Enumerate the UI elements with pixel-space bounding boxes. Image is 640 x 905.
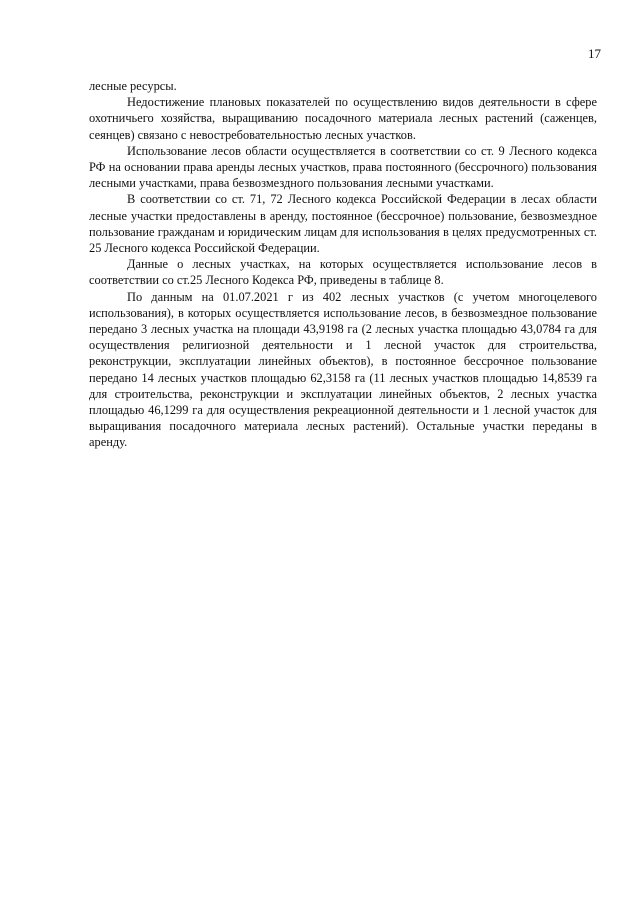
paragraph-forest-use-basis: Использование лесов области осуществляется в соответствии со ст. 9 Лесного кодекса РФ на основании права аренды лесных участков, права постоянного (бессрочного) пользования лесными участками, права безвозмездного пользования лесными участками. bbox=[89, 143, 597, 191]
page-number: 17 bbox=[588, 46, 601, 61]
document-body bbox=[89, 78, 597, 451]
paragraph-plots-provision: В соответствии со ст. 71, 72 Лесного кодекса Российской Федерации в лесах области лесные участки предоставлены в аренду, постоянное (бессрочное) пользование, безвозмездное пользование гражданам и юридическим лицам для использования в целях предусмотренных ст. 25 Лесного кодекса Российской Федерации. bbox=[89, 192, 597, 256]
paragraph-plot-statistics: По данным на 01.07.2021 г из 402 лесных участков (с учетом многоцелевого использования), в которых осуществляется использование лесов, в безвозмездное пользование передано 3 лесных участка на площади 43,9198 га (2 лесных участка площадью 43,0784 га для осуществления религиозной деятельности и 1 лесной участок для строительства, реконструкции, эксплуатации линейных объектов), в постоянное бессрочное пользование передано 14 лесных участков площадью 62,3158 га (11 лесных участков площадью 14,8539 га для строительства, реконструкции и эксплуатации линейных объектов, 2 лесных участка площадью 46,1299 га для осуществления рекреационной деятельности и 1 лесной участок для выращивания посадочного материала лесных растений). Остальные участки переданы в аренду. bbox=[89, 289, 597, 450]
paragraph-continuation: лесные ресурсы. bbox=[89, 79, 177, 93]
paragraph-table-reference: Данные о лесных участках, на которых осуществляется использование лесов в соответствии со ст.25 Лесного Кодекса РФ, приведены в таблице 8. bbox=[89, 257, 597, 288]
paragraph-targets-not-met: Недостижение плановых показателей по осуществлению видов деятельности в сфере охотничьего хозяйства, выращиванию посадочного материала лесных растений (саженцев, сеянцев) связано с невостребовательностью лесных участков. bbox=[89, 95, 597, 142]
